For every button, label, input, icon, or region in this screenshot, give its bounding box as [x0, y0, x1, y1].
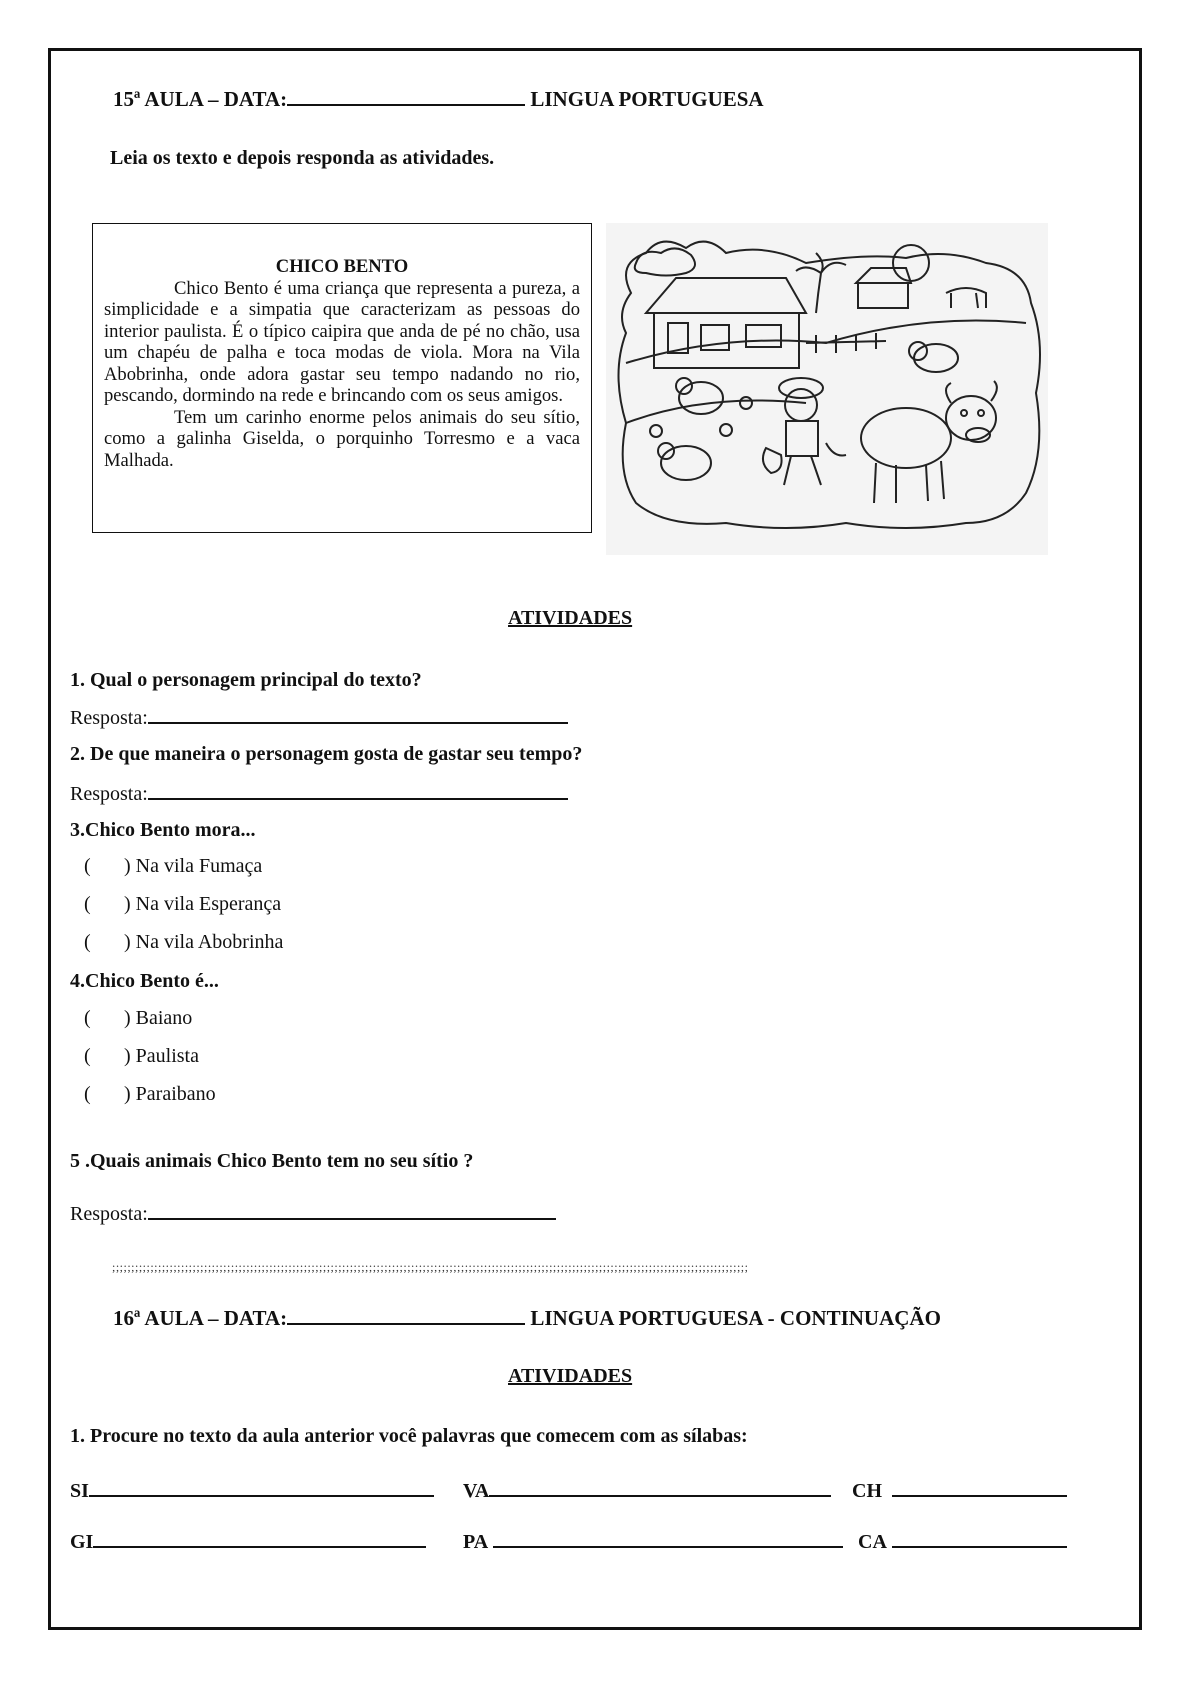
answer-blank-2[interactable]	[148, 780, 568, 800]
q4-option-3[interactable]: ( ) Paraibano	[84, 1083, 216, 1105]
syllable-si: SI	[70, 1477, 434, 1503]
lesson16-header	[113, 1305, 941, 1331]
answer-label: Resposta:	[70, 783, 148, 805]
syllable-blank[interactable]	[93, 1528, 426, 1548]
lesson15-subject: LINGUA PORTUGUESA	[530, 87, 764, 111]
story-title: CHICO BENTO	[275, 256, 409, 277]
syllable-gi: GI	[70, 1528, 426, 1554]
q3-option-3[interactable]: ( ) Na vila Abobrinha	[84, 931, 284, 953]
lesson16-subject: LINGUA PORTUGUESA - CONTINUAÇÃO	[530, 1306, 941, 1330]
lesson15-date-label: 15ª AULA – DATA:	[113, 87, 288, 111]
syllable-ca: CA	[858, 1528, 1067, 1554]
syllable-va: VA	[463, 1477, 831, 1503]
activities-heading: ATIVIDADES	[508, 607, 633, 629]
answer-label: Resposta:	[70, 707, 148, 729]
instruction: Leia os texto e depois responda as atividades.	[110, 147, 495, 169]
lesson15-header	[113, 86, 764, 112]
answer-blank-5[interactable]	[148, 1200, 556, 1220]
lesson16-question-1: 1. Procure no texto da aula anterior você palavras que comecem com as sílabas:	[70, 1425, 748, 1447]
story-paragraph-1: Chico Bento é uma criança que representa a pureza, a simplicidade e a simpatia que caracterizam as pessoas do interior paulista. É o típico caipira que anda de pé no chão, usa um chapéu de palha e toca modas de viola. Mora na Vila Abobrinha, onde adora gastar seu tempo nadando no rio, pescando, dormindo na rede e brincando com os seus amigos.	[104, 277, 580, 406]
answer-line-1	[70, 704, 568, 730]
syllable-blank[interactable]	[892, 1477, 1067, 1497]
q4-option-1[interactable]: ( ) Baiano	[84, 1007, 193, 1029]
story-paragraph-2: Tem um carinho enorme pelos animais do seu sítio, como a galinha Giselda, o porquinho Torresmo e a vaca Malhada.	[104, 406, 580, 471]
story-box	[92, 223, 592, 533]
date-blank[interactable]	[287, 1305, 525, 1325]
farm-illustration	[606, 223, 1048, 555]
question-5: 5 .Quais animais Chico Bento tem no seu sítio ?	[70, 1150, 474, 1172]
syllable-blank[interactable]	[89, 1477, 434, 1497]
section-separator: ;;;;;;;;;;;;;;;;;;;;;;;;;;;;;;;;;;;;;;;;;;;;;;;;;;;;;;;;;;;;;;;;;;;;;;;;;;;;;;;;;;;;;;;;;;;;;;;;;;;;;;;;;;;;;;;;;;;;;;;;;;;;;;;;;;;;;;;;;;;;;;;;;;;;;;;;;;;;;;;;;;;;;;	[112, 1261, 749, 1273]
answer-blank-1[interactable]	[148, 704, 568, 724]
answer-line-5	[70, 1200, 556, 1226]
q4-option-2[interactable]: ( ) Paulista	[84, 1045, 199, 1067]
q3-option-2[interactable]: ( ) Na vila Esperança	[84, 893, 282, 915]
question-4: 4.Chico Bento é...	[70, 970, 219, 992]
lesson16-date-label: 16ª AULA – DATA:	[113, 1306, 288, 1330]
farm-scene-image	[606, 223, 1048, 555]
syllable-blank[interactable]	[892, 1528, 1067, 1548]
answer-label: Resposta:	[70, 1203, 148, 1225]
q3-option-1[interactable]: ( ) Na vila Fumaça	[84, 855, 263, 877]
syllable-blank[interactable]	[493, 1528, 843, 1548]
question-3: 3.Chico Bento mora...	[70, 819, 256, 841]
syllable-ch: CH	[852, 1477, 1067, 1503]
date-blank[interactable]	[287, 86, 525, 106]
activities-heading-2: ATIVIDADES	[508, 1365, 633, 1387]
syllable-pa: PA	[463, 1528, 843, 1554]
syllable-blank[interactable]	[489, 1477, 831, 1497]
question-2: 2. De que maneira o personagem gosta de gastar seu tempo?	[70, 743, 583, 765]
answer-line-2	[70, 780, 568, 806]
question-1: 1. Qual o personagem principal do texto?	[70, 669, 422, 691]
